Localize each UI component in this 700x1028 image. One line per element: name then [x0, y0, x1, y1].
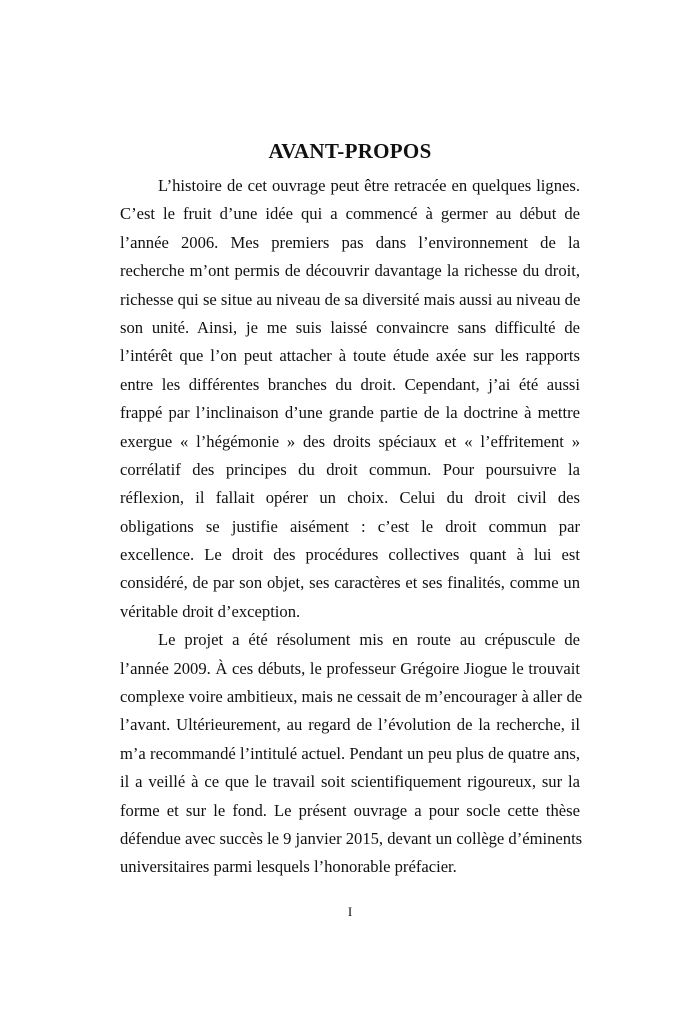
- body-text: [120, 172, 583, 882]
- text-line: richesse qui se situe au niveau de sa diversité mais aussi au niveau de: [120, 289, 581, 309]
- text-line: L’histoire de cet ouvrage peut être retracée en quelques lignes.: [158, 176, 580, 195]
- text-line: frappé par l’inclinaison d’une grande partie de la doctrine à mettre: [120, 403, 580, 423]
- text-line: l’année 2006. Mes premiers pas dans l’environnement de la: [120, 232, 580, 252]
- paragraph-2: [120, 626, 583, 882]
- text-line: son unité. Ainsi, je me suis laissé convaincre sans difficulté de: [120, 317, 580, 337]
- text-line: considéré, de par son objet, ses caractères et ses finalités, comme un: [120, 573, 580, 593]
- text-line: forme et sur le fond. Le présent ouvrage a pour socle cette thèse: [120, 800, 580, 820]
- text-line: exergue « l’hégémonie » des droits spéciaux et « l’effritement »: [120, 431, 580, 451]
- text-line: l’avant. Ultérieurement, au regard de l’évolution de la recherche, il: [120, 715, 580, 735]
- text-line: complexe voire ambitieux, mais ne cessait de m’encourager à aller de: [120, 687, 583, 707]
- paragraph-1: [120, 172, 580, 626]
- text-line: l’intérêt que l’on peut attacher à toute étude axée sur les rapports: [120, 346, 580, 366]
- text-line: défendue avec succès le 9 janvier 2015, devant un collège d’éminents: [120, 828, 583, 848]
- text-line: entre les différentes branches du droit. Cependant, j’ai été aussi: [120, 374, 580, 394]
- text-line: corrélatif des principes du droit commun. Pour poursuivre la: [120, 459, 580, 479]
- text-line: universitaires parmi lesquels l’honorable préfacier.: [120, 857, 457, 877]
- text-line: véritable droit d’exception.: [120, 601, 301, 621]
- text-line: C’est le fruit d’une idée qui a commencé à germer au début de: [120, 204, 580, 224]
- text-line: réflexion, il fallait opérer un choix. Celui du droit civil des: [120, 488, 580, 508]
- text-line: obligations se justifie aisément : c’est le droit commun par: [120, 516, 580, 536]
- text-line: excellence. Le droit des procédures collectives quant à lui est: [120, 545, 580, 565]
- text-line: Le projet a été résolument mis en route au crépuscule de: [158, 630, 580, 650]
- text-line: m’a recommandé l’intitulé actuel. Pendant un peu plus de quatre ans,: [120, 743, 580, 763]
- text-line: recherche m’ont permis de découvrir davantage la richesse du droit,: [120, 261, 580, 281]
- text-line: il a veillé à ce que le travail soit scientifiquement rigoureux, sur la: [120, 772, 580, 792]
- text-line: l’année 2009. À ces débuts, le professeur Grégoire Jiogue le trouvait: [120, 658, 580, 678]
- page-number: I: [347, 904, 353, 919]
- page-title: AVANT-PROPOS: [268, 139, 432, 163]
